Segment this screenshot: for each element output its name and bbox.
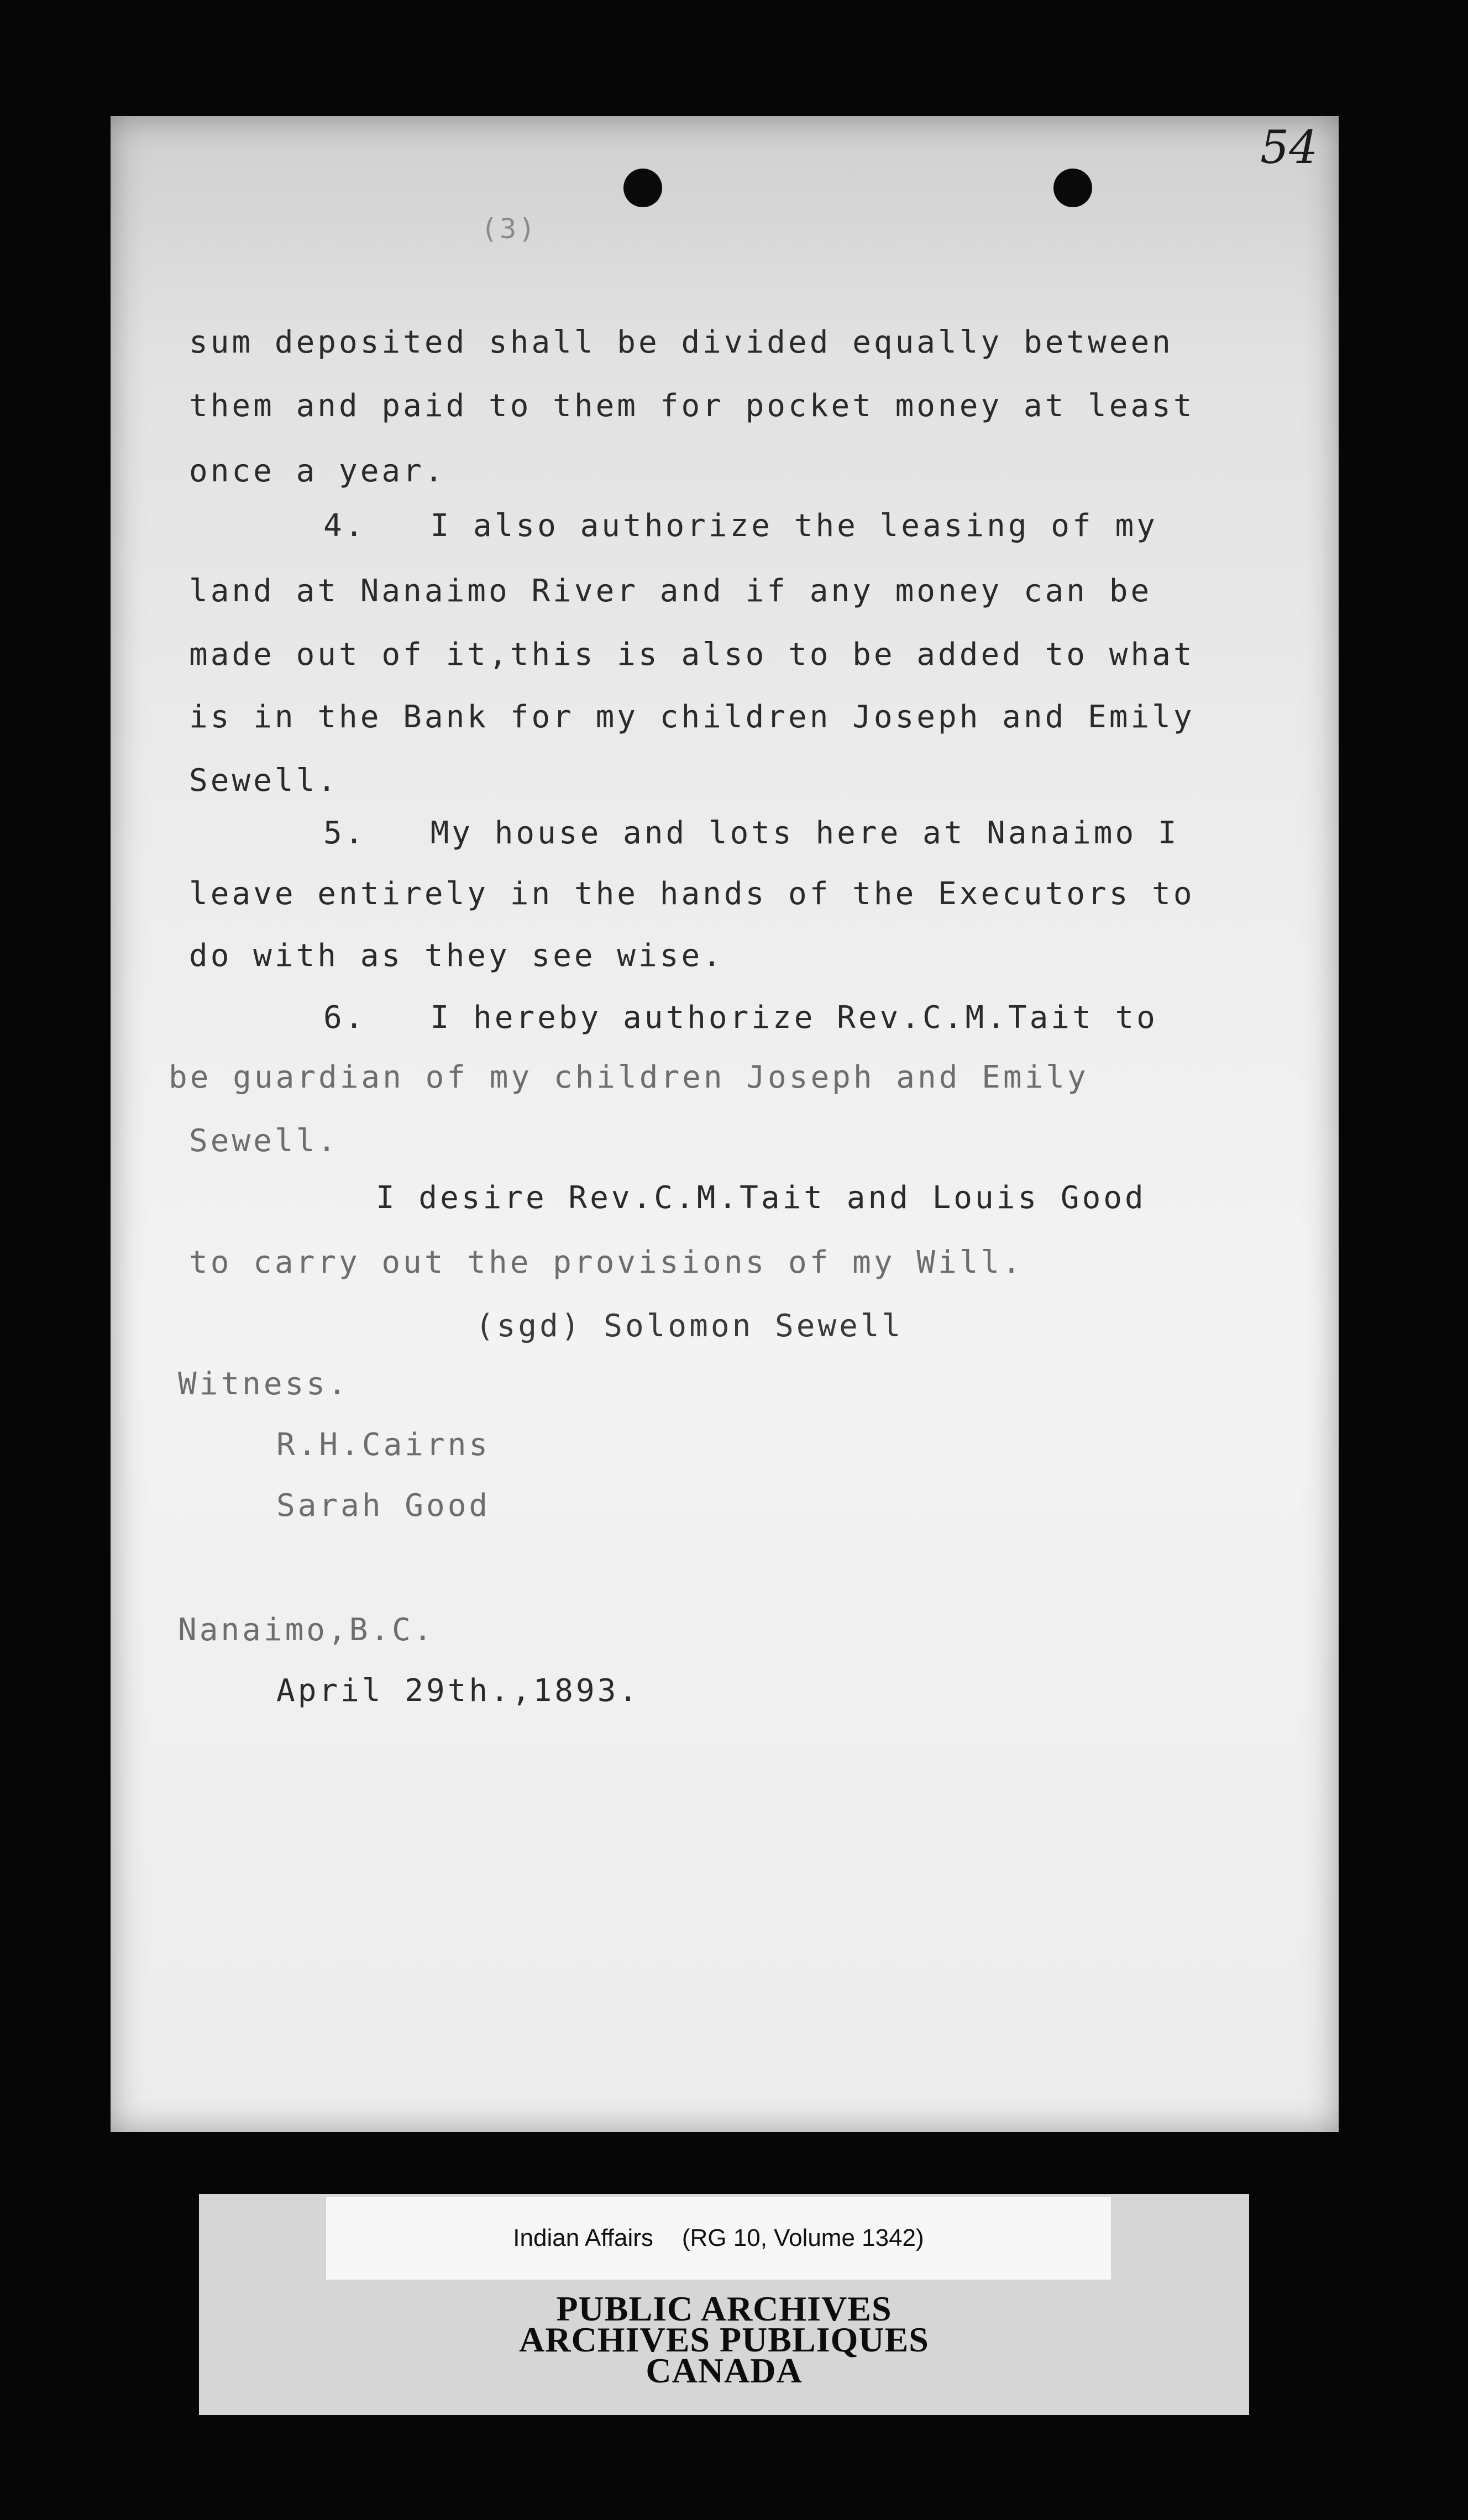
text-line-2: them and paid to them for pocket money at least bbox=[189, 388, 1195, 424]
text-line-5: land at Nanaimo River and if any money can be bbox=[189, 573, 1152, 609]
text-line-14: Sewell. bbox=[189, 1123, 339, 1159]
date: April 29th.,1893. bbox=[276, 1673, 641, 1709]
witness-label: Witness. bbox=[178, 1366, 349, 1402]
text-line-1: sum deposited shall be divided equally between bbox=[189, 324, 1173, 360]
witness-name: Sarah Good bbox=[276, 1488, 491, 1524]
folio-number: 54 bbox=[1260, 122, 1318, 174]
text-line-11: do with as they see wise. bbox=[189, 938, 724, 974]
text-line-13: be guardian of my children Joseph and Emily bbox=[169, 1059, 1089, 1095]
text-line-8: Sewell. bbox=[189, 763, 339, 799]
text-line-10: leave entirely in the hands of the Executors to bbox=[189, 876, 1195, 912]
collection-name: Indian Affairs bbox=[513, 2224, 653, 2251]
text-line-7: is in the Bank for my children Joseph and Emily bbox=[189, 699, 1195, 735]
stamp-line: PUBLIC ARCHIVES bbox=[556, 2289, 892, 2328]
archive-reference-line bbox=[326, 2197, 1111, 2280]
text-line-12: 6. I hereby authorize Rev.C.M.Tait to bbox=[323, 1000, 1158, 1036]
punch-hole-left bbox=[623, 169, 662, 207]
witness-name: R.H.Cairns bbox=[276, 1427, 491, 1463]
page-marker: (3) bbox=[481, 213, 538, 245]
place: Nanaimo,B.C. bbox=[178, 1612, 435, 1648]
text-line-4: 4. I also authorize the leasing of my bbox=[323, 508, 1158, 544]
text-line-9: 5. My house and lots here at Nanaimo I bbox=[323, 815, 1179, 851]
text-line-16: to carry out the provisions of my Will. bbox=[189, 1245, 1024, 1280]
stamp-line: ARCHIVES PUBLIQUES bbox=[519, 2320, 929, 2359]
punch-hole-right bbox=[1053, 169, 1092, 207]
text-line-6: made out of it,this is also to be added to what bbox=[189, 637, 1195, 673]
stamp-line: CANADA bbox=[646, 2351, 803, 2390]
signature: (sgd) Solomon Sewell bbox=[475, 1308, 904, 1344]
collection-reference: (RG 10, Volume 1342) bbox=[681, 2224, 924, 2251]
text-line-15: I desire Rev.C.M.Tait and Louis Good bbox=[376, 1180, 1146, 1216]
archive-stamp bbox=[310, 2289, 1139, 2390]
text-line-3: once a year. bbox=[189, 453, 446, 489]
